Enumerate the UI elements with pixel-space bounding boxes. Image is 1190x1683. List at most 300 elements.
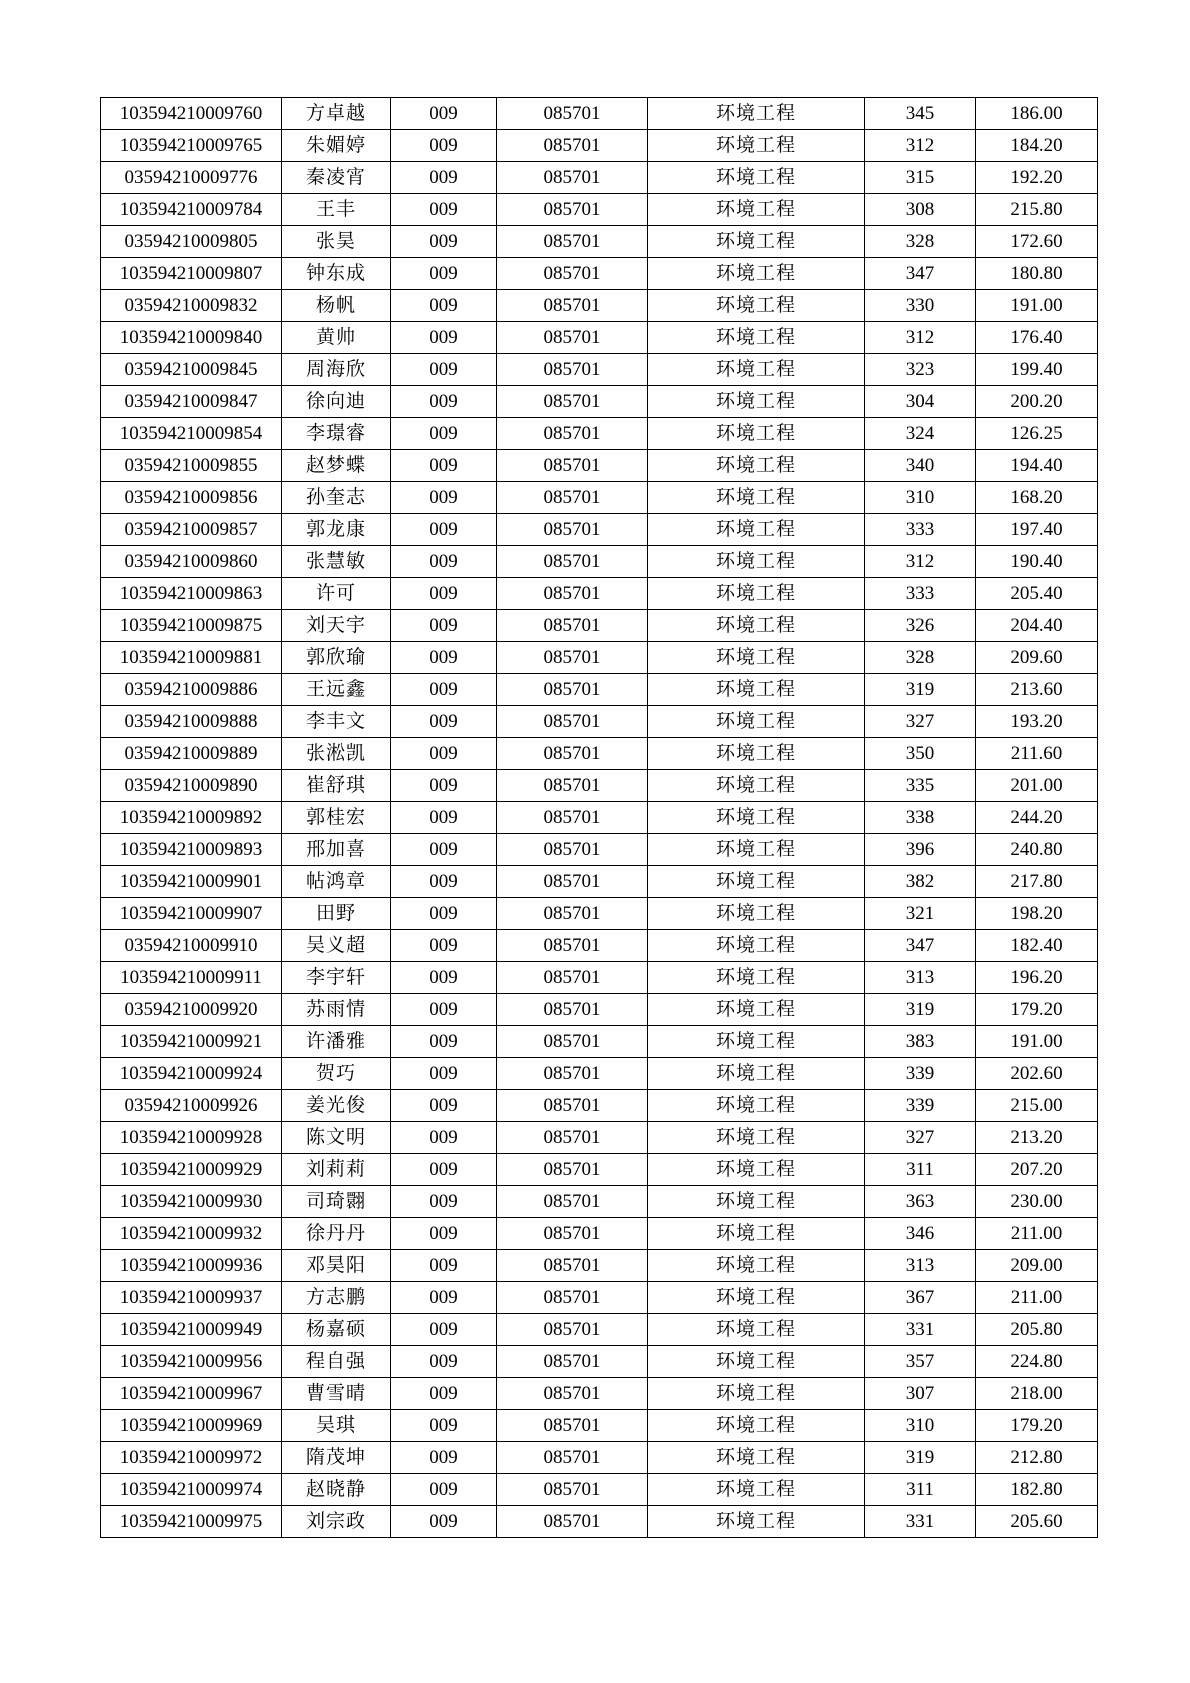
cell-major-code: 085701 (497, 1474, 648, 1506)
cell-major-name: 环境工程 (648, 674, 865, 706)
cell-candidate-id: 103594210009936 (101, 1250, 282, 1282)
cell-major-name: 环境工程 (648, 1186, 865, 1218)
cell-retest-score: 215.00 (976, 1090, 1098, 1122)
cell-department-code: 009 (391, 994, 497, 1026)
cell-retest-score: 194.40 (976, 450, 1098, 482)
cell-candidate-id: 103594210009911 (101, 962, 282, 994)
table-row (101, 1186, 1098, 1218)
cell-name: 程自强 (282, 1346, 391, 1378)
cell-candidate-id: 03594210009832 (101, 290, 282, 322)
cell-retest-score: 205.40 (976, 578, 1098, 610)
table-row (101, 98, 1098, 130)
table-row (101, 770, 1098, 802)
cell-retest-score: 172.60 (976, 226, 1098, 258)
cell-major-name: 环境工程 (648, 866, 865, 898)
cell-major-name: 环境工程 (648, 642, 865, 674)
cell-major-code: 085701 (497, 162, 648, 194)
cell-initial-score: 367 (865, 1282, 976, 1314)
cell-name: 王远鑫 (282, 674, 391, 706)
table-row (101, 898, 1098, 930)
table-row (101, 1154, 1098, 1186)
cell-major-name: 环境工程 (648, 1154, 865, 1186)
cell-major-code: 085701 (497, 450, 648, 482)
cell-major-code: 085701 (497, 834, 648, 866)
table-row (101, 738, 1098, 770)
cell-department-code: 009 (391, 194, 497, 226)
table-body (101, 98, 1098, 1538)
table-row (101, 1026, 1098, 1058)
cell-major-code: 085701 (497, 706, 648, 738)
cell-candidate-id: 03594210009910 (101, 930, 282, 962)
cell-major-code: 085701 (497, 1058, 648, 1090)
cell-name: 杨帆 (282, 290, 391, 322)
cell-department-code: 009 (391, 1154, 497, 1186)
cell-major-code: 085701 (497, 930, 648, 962)
cell-major-name: 环境工程 (648, 322, 865, 354)
cell-major-name: 环境工程 (648, 1218, 865, 1250)
cell-department-code: 009 (391, 738, 497, 770)
cell-candidate-id: 103594210009974 (101, 1474, 282, 1506)
cell-retest-score: 192.20 (976, 162, 1098, 194)
cell-department-code: 009 (391, 642, 497, 674)
cell-major-code: 085701 (497, 1442, 648, 1474)
cell-initial-score: 315 (865, 162, 976, 194)
cell-initial-score: 319 (865, 674, 976, 706)
cell-major-code: 085701 (497, 1186, 648, 1218)
cell-candidate-id: 03594210009889 (101, 738, 282, 770)
table-row (101, 1346, 1098, 1378)
cell-major-code: 085701 (497, 994, 648, 1026)
table-row (101, 322, 1098, 354)
cell-major-name: 环境工程 (648, 1474, 865, 1506)
cell-major-code: 085701 (497, 1218, 648, 1250)
cell-initial-score: 319 (865, 994, 976, 1026)
cell-major-code: 085701 (497, 802, 648, 834)
cell-initial-score: 335 (865, 770, 976, 802)
table-row (101, 610, 1098, 642)
cell-name: 徐向迪 (282, 386, 391, 418)
cell-candidate-id: 03594210009855 (101, 450, 282, 482)
cell-department-code: 009 (391, 866, 497, 898)
cell-name: 钟东成 (282, 258, 391, 290)
cell-retest-score: 182.40 (976, 930, 1098, 962)
cell-retest-score: 240.80 (976, 834, 1098, 866)
cell-major-name: 环境工程 (648, 898, 865, 930)
cell-major-name: 环境工程 (648, 1442, 865, 1474)
cell-major-code: 085701 (497, 194, 648, 226)
cell-major-name: 环境工程 (648, 226, 865, 258)
cell-initial-score: 331 (865, 1314, 976, 1346)
cell-initial-score: 350 (865, 738, 976, 770)
cell-major-code: 085701 (497, 738, 648, 770)
table-row (101, 386, 1098, 418)
table-row (101, 194, 1098, 226)
cell-candidate-id: 103594210009854 (101, 418, 282, 450)
cell-initial-score: 338 (865, 802, 976, 834)
table-row (101, 674, 1098, 706)
cell-major-name: 环境工程 (648, 834, 865, 866)
cell-initial-score: 327 (865, 706, 976, 738)
cell-candidate-id: 03594210009888 (101, 706, 282, 738)
cell-retest-score: 179.20 (976, 994, 1098, 1026)
cell-candidate-id: 103594210009875 (101, 610, 282, 642)
cell-major-code: 085701 (497, 898, 648, 930)
cell-retest-score: 180.80 (976, 258, 1098, 290)
cell-name: 方志鹏 (282, 1282, 391, 1314)
cell-initial-score: 308 (865, 194, 976, 226)
table-row (101, 1090, 1098, 1122)
cell-name: 郭桂宏 (282, 802, 391, 834)
cell-retest-score: 213.60 (976, 674, 1098, 706)
cell-major-name: 环境工程 (648, 194, 865, 226)
cell-department-code: 009 (391, 386, 497, 418)
cell-major-code: 085701 (497, 866, 648, 898)
cell-retest-score: 199.40 (976, 354, 1098, 386)
cell-major-name: 环境工程 (648, 482, 865, 514)
cell-retest-score: 209.00 (976, 1250, 1098, 1282)
cell-name: 赵梦蝶 (282, 450, 391, 482)
cell-name: 李丰文 (282, 706, 391, 738)
cell-retest-score: 126.25 (976, 418, 1098, 450)
cell-candidate-id: 03594210009890 (101, 770, 282, 802)
cell-major-code: 085701 (497, 98, 648, 130)
cell-initial-score: 313 (865, 1250, 976, 1282)
cell-major-name: 环境工程 (648, 162, 865, 194)
cell-major-name: 环境工程 (648, 994, 865, 1026)
cell-name: 李宇轩 (282, 962, 391, 994)
cell-name: 陈文明 (282, 1122, 391, 1154)
cell-name: 郭龙康 (282, 514, 391, 546)
cell-department-code: 009 (391, 962, 497, 994)
cell-initial-score: 396 (865, 834, 976, 866)
cell-initial-score: 339 (865, 1090, 976, 1122)
cell-retest-score: 224.80 (976, 1346, 1098, 1378)
cell-retest-score: 198.20 (976, 898, 1098, 930)
cell-candidate-id: 03594210009857 (101, 514, 282, 546)
cell-candidate-id: 103594210009932 (101, 1218, 282, 1250)
cell-major-code: 085701 (497, 1026, 648, 1058)
table-row (101, 834, 1098, 866)
cell-major-name: 环境工程 (648, 770, 865, 802)
cell-department-code: 009 (391, 1250, 497, 1282)
cell-initial-score: 310 (865, 1410, 976, 1442)
cell-initial-score: 363 (865, 1186, 976, 1218)
cell-major-name: 环境工程 (648, 706, 865, 738)
table-row (101, 1506, 1098, 1538)
cell-candidate-id: 03594210009805 (101, 226, 282, 258)
cell-major-name: 环境工程 (648, 98, 865, 130)
cell-initial-score: 323 (865, 354, 976, 386)
cell-major-code: 085701 (497, 546, 648, 578)
cell-candidate-id: 103594210009892 (101, 802, 282, 834)
cell-retest-score: 209.60 (976, 642, 1098, 674)
table-row (101, 802, 1098, 834)
cell-retest-score: 211.00 (976, 1282, 1098, 1314)
cell-candidate-id: 103594210009881 (101, 642, 282, 674)
cell-name: 孙奎志 (282, 482, 391, 514)
cell-retest-score: 186.00 (976, 98, 1098, 130)
cell-name: 邢加喜 (282, 834, 391, 866)
cell-major-code: 085701 (497, 418, 648, 450)
cell-initial-score: 345 (865, 98, 976, 130)
cell-name: 崔舒琪 (282, 770, 391, 802)
cell-major-name: 环境工程 (648, 418, 865, 450)
cell-candidate-id: 103594210009840 (101, 322, 282, 354)
cell-initial-score: 382 (865, 866, 976, 898)
table-row (101, 1250, 1098, 1282)
table-row (101, 482, 1098, 514)
cell-department-code: 009 (391, 226, 497, 258)
table-row (101, 1218, 1098, 1250)
admission-score-table (100, 97, 1098, 1538)
cell-initial-score: 346 (865, 1218, 976, 1250)
cell-department-code: 009 (391, 1090, 497, 1122)
cell-candidate-id: 03594210009886 (101, 674, 282, 706)
cell-department-code: 009 (391, 546, 497, 578)
cell-department-code: 009 (391, 1378, 497, 1410)
cell-department-code: 009 (391, 514, 497, 546)
cell-name: 郭欣瑜 (282, 642, 391, 674)
cell-candidate-id: 03594210009847 (101, 386, 282, 418)
cell-department-code: 009 (391, 162, 497, 194)
cell-candidate-id: 03594210009920 (101, 994, 282, 1026)
table-row (101, 1314, 1098, 1346)
cell-major-name: 环境工程 (648, 930, 865, 962)
cell-name: 许潘雅 (282, 1026, 391, 1058)
cell-department-code: 009 (391, 834, 497, 866)
cell-major-code: 085701 (497, 1122, 648, 1154)
cell-initial-score: 357 (865, 1346, 976, 1378)
cell-major-code: 085701 (497, 354, 648, 386)
cell-name: 刘宗政 (282, 1506, 391, 1538)
cell-candidate-id: 103594210009893 (101, 834, 282, 866)
cell-name: 刘天宇 (282, 610, 391, 642)
cell-name: 贺巧 (282, 1058, 391, 1090)
cell-major-name: 环境工程 (648, 1378, 865, 1410)
cell-retest-score: 191.00 (976, 1026, 1098, 1058)
cell-candidate-id: 103594210009901 (101, 866, 282, 898)
cell-major-code: 085701 (497, 610, 648, 642)
cell-initial-score: 311 (865, 1474, 976, 1506)
table-row (101, 514, 1098, 546)
cell-major-code: 085701 (497, 386, 648, 418)
cell-department-code: 009 (391, 322, 497, 354)
cell-retest-score: 207.20 (976, 1154, 1098, 1186)
cell-major-code: 085701 (497, 1154, 648, 1186)
cell-name: 张昊 (282, 226, 391, 258)
cell-major-name: 环境工程 (648, 514, 865, 546)
cell-department-code: 009 (391, 1474, 497, 1506)
cell-name: 司琦翾 (282, 1186, 391, 1218)
cell-name: 张淞凯 (282, 738, 391, 770)
cell-candidate-id: 03594210009776 (101, 162, 282, 194)
cell-major-name: 环境工程 (648, 1250, 865, 1282)
cell-major-name: 环境工程 (648, 354, 865, 386)
cell-candidate-id: 03594210009926 (101, 1090, 282, 1122)
table-row (101, 1410, 1098, 1442)
cell-name: 朱媚婷 (282, 130, 391, 162)
cell-department-code: 009 (391, 130, 497, 162)
cell-name: 周海欣 (282, 354, 391, 386)
cell-major-code: 085701 (497, 226, 648, 258)
cell-department-code: 009 (391, 930, 497, 962)
cell-department-code: 009 (391, 1282, 497, 1314)
cell-retest-score: 179.20 (976, 1410, 1098, 1442)
table-row (101, 962, 1098, 994)
cell-initial-score: 339 (865, 1058, 976, 1090)
table-row (101, 226, 1098, 258)
cell-retest-score: 205.60 (976, 1506, 1098, 1538)
cell-retest-score: 230.00 (976, 1186, 1098, 1218)
cell-department-code: 009 (391, 98, 497, 130)
cell-candidate-id: 103594210009863 (101, 578, 282, 610)
cell-department-code: 009 (391, 1506, 497, 1538)
cell-department-code: 009 (391, 450, 497, 482)
cell-name: 张慧敏 (282, 546, 391, 578)
cell-major-code: 085701 (497, 642, 648, 674)
cell-department-code: 009 (391, 770, 497, 802)
table-row (101, 258, 1098, 290)
cell-initial-score: 331 (865, 1506, 976, 1538)
cell-retest-score: 200.20 (976, 386, 1098, 418)
cell-department-code: 009 (391, 706, 497, 738)
cell-major-name: 环境工程 (648, 450, 865, 482)
cell-department-code: 009 (391, 418, 497, 450)
cell-retest-score: 176.40 (976, 322, 1098, 354)
cell-initial-score: 383 (865, 1026, 976, 1058)
cell-major-name: 环境工程 (648, 258, 865, 290)
cell-initial-score: 333 (865, 514, 976, 546)
cell-retest-score: 212.80 (976, 1442, 1098, 1474)
table-row (101, 994, 1098, 1026)
cell-name: 邓昊阳 (282, 1250, 391, 1282)
cell-major-name: 环境工程 (648, 290, 865, 322)
cell-major-code: 085701 (497, 290, 648, 322)
table-row (101, 578, 1098, 610)
cell-department-code: 009 (391, 1346, 497, 1378)
cell-retest-score: 190.40 (976, 546, 1098, 578)
cell-retest-score: 217.80 (976, 866, 1098, 898)
cell-department-code: 009 (391, 578, 497, 610)
cell-major-code: 085701 (497, 1282, 648, 1314)
cell-department-code: 009 (391, 674, 497, 706)
cell-department-code: 009 (391, 1314, 497, 1346)
cell-major-code: 085701 (497, 130, 648, 162)
cell-department-code: 009 (391, 482, 497, 514)
cell-initial-score: 321 (865, 898, 976, 930)
cell-major-code: 085701 (497, 1506, 648, 1538)
cell-major-code: 085701 (497, 1378, 648, 1410)
cell-department-code: 009 (391, 1186, 497, 1218)
cell-initial-score: 326 (865, 610, 976, 642)
cell-major-name: 环境工程 (648, 386, 865, 418)
cell-major-name: 环境工程 (648, 1026, 865, 1058)
cell-retest-score: 191.00 (976, 290, 1098, 322)
cell-initial-score: 330 (865, 290, 976, 322)
cell-name: 田野 (282, 898, 391, 930)
cell-initial-score: 327 (865, 1122, 976, 1154)
cell-name: 姜光俊 (282, 1090, 391, 1122)
cell-candidate-id: 103594210009921 (101, 1026, 282, 1058)
cell-retest-score: 205.80 (976, 1314, 1098, 1346)
cell-candidate-id: 103594210009969 (101, 1410, 282, 1442)
cell-name: 王丰 (282, 194, 391, 226)
cell-retest-score: 204.40 (976, 610, 1098, 642)
cell-major-code: 085701 (497, 322, 648, 354)
cell-department-code: 009 (391, 1026, 497, 1058)
cell-major-name: 环境工程 (648, 610, 865, 642)
cell-major-code: 085701 (497, 514, 648, 546)
cell-major-code: 085701 (497, 1090, 648, 1122)
cell-major-name: 环境工程 (648, 1058, 865, 1090)
cell-name: 杨嘉硕 (282, 1314, 391, 1346)
cell-retest-score: 218.00 (976, 1378, 1098, 1410)
cell-initial-score: 328 (865, 226, 976, 258)
cell-major-name: 环境工程 (648, 1506, 865, 1538)
cell-major-name: 环境工程 (648, 1410, 865, 1442)
cell-retest-score: 182.80 (976, 1474, 1098, 1506)
cell-name: 黄帅 (282, 322, 391, 354)
cell-major-code: 085701 (497, 258, 648, 290)
cell-candidate-id: 103594210009929 (101, 1154, 282, 1186)
table-row (101, 354, 1098, 386)
table-row (101, 418, 1098, 450)
cell-department-code: 009 (391, 258, 497, 290)
cell-name: 徐丹丹 (282, 1218, 391, 1250)
cell-initial-score: 307 (865, 1378, 976, 1410)
cell-major-code: 085701 (497, 1250, 648, 1282)
cell-initial-score: 310 (865, 482, 976, 514)
cell-major-code: 085701 (497, 770, 648, 802)
cell-retest-score: 244.20 (976, 802, 1098, 834)
table-row (101, 130, 1098, 162)
cell-name: 苏雨情 (282, 994, 391, 1026)
table-row (101, 162, 1098, 194)
cell-initial-score: 324 (865, 418, 976, 450)
cell-major-name: 环境工程 (648, 130, 865, 162)
cell-candidate-id: 103594210009956 (101, 1346, 282, 1378)
table-row (101, 866, 1098, 898)
cell-major-name: 环境工程 (648, 578, 865, 610)
cell-department-code: 009 (391, 610, 497, 642)
table-row (101, 1122, 1098, 1154)
cell-initial-score: 304 (865, 386, 976, 418)
cell-name: 秦凌宵 (282, 162, 391, 194)
cell-name: 隋茂坤 (282, 1442, 391, 1474)
cell-major-name: 环境工程 (648, 1282, 865, 1314)
cell-major-code: 085701 (497, 1410, 648, 1442)
cell-initial-score: 347 (865, 258, 976, 290)
table-row (101, 450, 1098, 482)
cell-retest-score: 215.80 (976, 194, 1098, 226)
cell-major-code: 085701 (497, 1314, 648, 1346)
cell-initial-score: 312 (865, 130, 976, 162)
cell-retest-score: 213.20 (976, 1122, 1098, 1154)
cell-initial-score: 312 (865, 322, 976, 354)
table-row (101, 642, 1098, 674)
cell-retest-score: 184.20 (976, 130, 1098, 162)
cell-retest-score: 202.60 (976, 1058, 1098, 1090)
cell-candidate-id: 03594210009856 (101, 482, 282, 514)
cell-candidate-id: 103594210009784 (101, 194, 282, 226)
table-row (101, 290, 1098, 322)
table-row (101, 930, 1098, 962)
table-row (101, 706, 1098, 738)
cell-initial-score: 313 (865, 962, 976, 994)
cell-major-name: 环境工程 (648, 802, 865, 834)
cell-retest-score: 211.60 (976, 738, 1098, 770)
cell-department-code: 009 (391, 1218, 497, 1250)
